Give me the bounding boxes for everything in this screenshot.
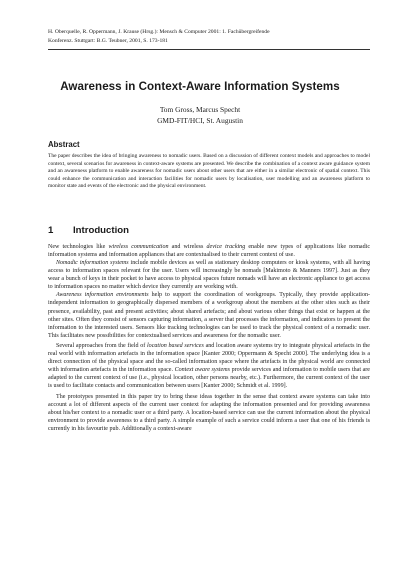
citation-header bbox=[48, 28, 368, 46]
term-wireless-communication: wireless communication bbox=[108, 244, 169, 250]
term-nomadic-information-systems: Nomadic information systems bbox=[56, 260, 129, 267]
term-context-aware-systems: Context aware systems bbox=[174, 367, 230, 374]
section-number: 1 bbox=[48, 225, 54, 236]
paragraph-4: Several approaches from the field of location based services and location aware systems try to integrate physical artefacts in the real world with information artefacts in the information space [Kanter 2000; Oppermann & Specht 2000]. The underlying idea is a direct connection of the physical space and the so-called information space where the artefacts in the physical world are connected with information artefacts in the information space. Context aware systems provide services and information to mobile users that are adapted to the current context of use (i.e., physical location, other persons nearby, etc.). Furthermore, the current context of the user is used to facilitate contacts and communication between users [Kanter 2000; Schmidt et al. 1999]. bbox=[48, 343, 370, 390]
header-rule bbox=[48, 49, 370, 50]
section-heading bbox=[48, 225, 129, 236]
paragraph-1: New technologies like wireless communication and wireless device tracking enable new types of applications like nomadic information systems and information appliances that are contextualised to their current context of use. bbox=[48, 244, 370, 259]
author-block bbox=[0, 104, 400, 126]
term-location-based-services: location based services bbox=[146, 343, 204, 350]
citation-line-2: Konferenz. Stuttgart: B.G. Teubner, 2001, S. 173-181 bbox=[48, 38, 168, 44]
paragraph-5: The prototypes presented in this paper try to bring these ideas together in the sense that context aware systems can take into account a lot of different aspects of the current user context for adapting the information presented and for providing awareness about his/her context to a nomadic user or a third party. A location-based service can use the current information about the physical environment to provide awareness to a third party. A simple example of such a service could inform a user that one of his friends is currently in his favourite pub. Additionally a context-aware bbox=[48, 393, 370, 433]
section-title: Introduction bbox=[73, 225, 129, 236]
citation-line-1: H. Oberquelle, R. Oppermann, J. Krause (Hrsg.): Mensch & Computer 2001: 1. Fachübergreifende bbox=[48, 29, 270, 35]
paragraph-3: Awareness information environments help to support the coordination of workgroups. Typically, they provide application-independent information to geographically dispersed members of a workgroup about the members at the other sites such as their presence, availability, past and present activities; about shared artefacts; and about various other things that exist or happen at the other sites. Often they consist of sensors capturing information, a server that processes the information, and indicators to present the information to the interested users. Sensors like tracking technologies can be used to track the physical context of a nomadic user. This facilitates new possibilities for contextualised services and awareness for the nomadic user. bbox=[48, 292, 371, 339]
paper-title: Awareness in Context-Aware Information Systems bbox=[60, 80, 340, 93]
term-device-tracking: device tracking bbox=[206, 244, 246, 250]
abstract-heading: Abstract bbox=[48, 140, 80, 149]
authors: Tom Gross, Marcus Specht bbox=[159, 105, 241, 114]
paragraph-2: Nomadic information systems include mobile devices as well as stationary desktop computers or kiosk systems, with all having access to information spaces relevant for the user. Users will increasingly be nomads [Makimoto & Manners 1997]. Just as they wear a bunch of keys in their pocket to have access to physical spaces future nomads will have an electronic appliance to get access to information spaces no matter which device they currently are working with. bbox=[48, 260, 370, 291]
term-awareness-information-environments: Awareness information environments bbox=[56, 292, 149, 299]
affiliation: GMD-FIT/HCI, St. Augustin bbox=[157, 116, 243, 125]
body-text bbox=[48, 243, 370, 433]
abstract-text: The paper describes the idea of bringing awareness to nomadic users. Based on a discussion of different context models and approaches to model context, several scenarios for awareness in context-aware systems are presented. We describe the combination of a context aware guidance system and an awareness platform to enable awareness for nomadic users about other users that are either in a similar electronic of spatial context. This could enhance the communication and interaction facilities for nomadic users by localisation, user modelling and an awareness platform to monitor state and events of the electronic and the physical environment. bbox=[48, 153, 370, 190]
